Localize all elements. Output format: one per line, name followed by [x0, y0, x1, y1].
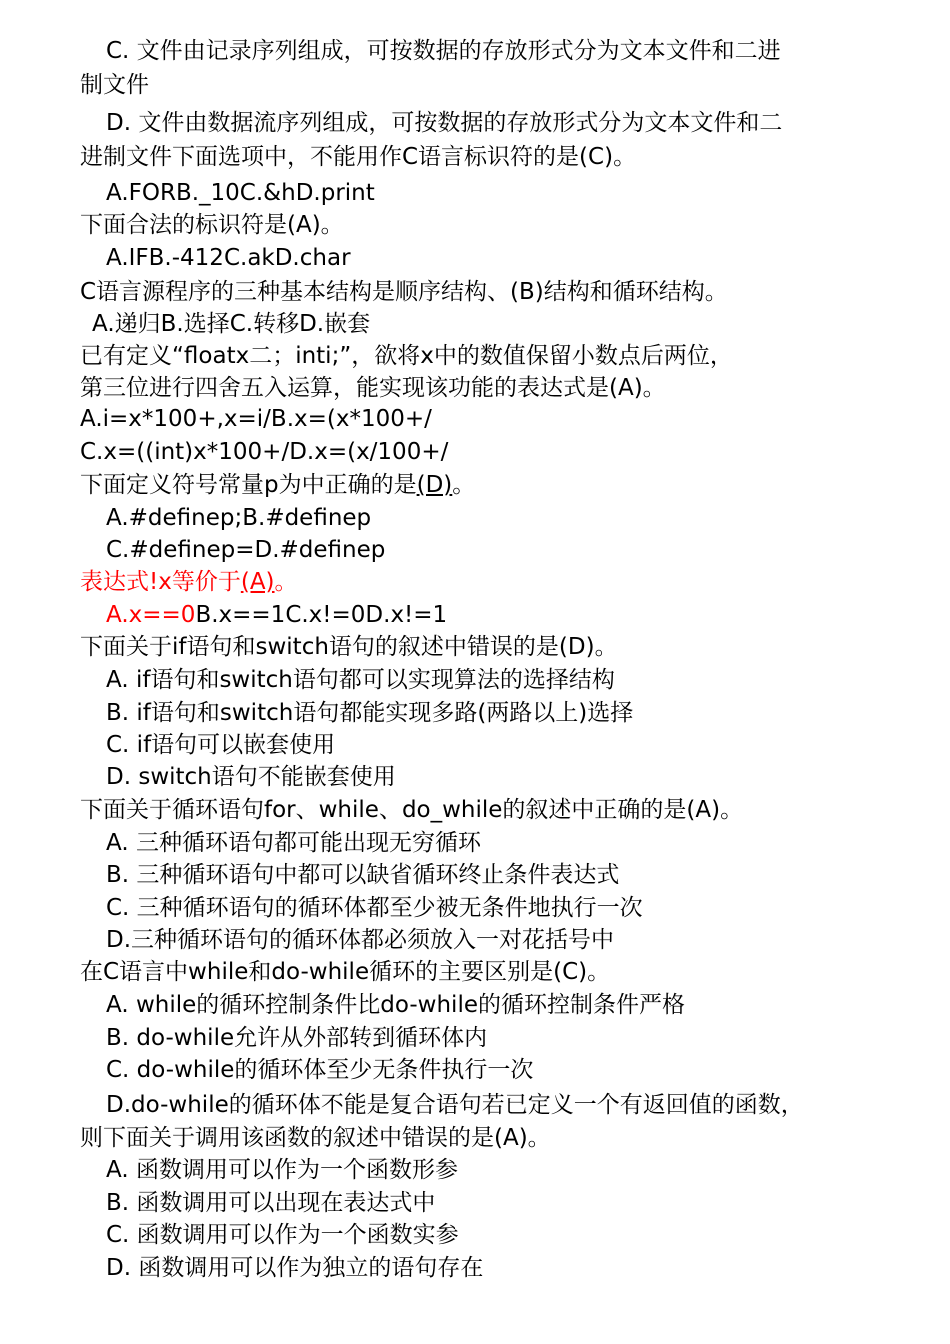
line-question [80, 470, 475, 500]
line-question: 已有定义“floatx二；inti;”，欲将x中的数值保留小数点后两位， [80, 343, 733, 369]
line-question: C语言源程序的三种基本结构是顺序结构、(B)结构和循环结构。 [80, 279, 728, 305]
question-text: 下面定义符号常量p为中正确的是 [80, 472, 417, 498]
line-question: 下面关于if语句和switch语句的叙述中错误的是(D)。 [80, 634, 618, 660]
line-options: C.x=((int)x*100+/D.x=(x/100+/ [80, 439, 449, 465]
other-options: B.x==1C.x!=0D.x!=1 [195, 602, 448, 628]
line-question: 下面合法的标识符是(A)。 [80, 212, 344, 238]
line-question: 进制文件下面选项中，不能用作C语言标识符的是(C)。 [80, 144, 637, 170]
line-option-b: B. do-while允许从外部转到循环体内 [106, 1025, 488, 1051]
answer-underlined: (A) [240, 569, 275, 595]
line-option-d: D. 函数调用可以作为独立的语句存在 [106, 1255, 484, 1281]
line-option-a: A. 函数调用可以作为一个函数形参 [106, 1157, 458, 1183]
answer-underlined: (D) [416, 472, 453, 498]
line-option-d: D.do-while的循环体不能是复合语句若已定义一个有返回值的函数， [106, 1092, 804, 1118]
line-option-d: D. switch语句不能嵌套使用 [106, 764, 396, 790]
line-question: 在C语言中while和do-while循环的主要区别是(C)。 [80, 959, 611, 985]
question-text: 表达式!x等价于 [80, 569, 241, 595]
question-end: 。 [452, 472, 476, 498]
line-option-a: A. 三种循环语句都可能出现无穷循环 [106, 830, 481, 856]
line-option-a: A. while的循环控制条件比do-while的循环控制条件严格 [106, 992, 685, 1018]
line-option-c: C. do-while的循环体至少无条件执行一次 [106, 1057, 534, 1083]
line-option-c: C. 文件由记录序列组成，可按数据的存放形式分为文本文件和二进 [106, 38, 781, 64]
line-option-c: C. 函数调用可以作为一个函数实参 [106, 1222, 459, 1248]
line-option-a: A. if语句和switch语句都可以实现算法的选择结构 [106, 667, 615, 693]
line-question-highlighted [80, 567, 298, 597]
line-option-c-cont: 制文件 [80, 72, 149, 98]
correct-option: A.x==0 [106, 602, 196, 628]
line-options: A.IFB.-412C.akD.char [106, 245, 351, 271]
line-options: A.#definep;B.#definep [106, 505, 372, 531]
line-option-b: B. 三种循环语句中都可以缺省循环终止条件表达式 [106, 862, 620, 888]
line-option-b: B. if语句和switch语句都能实现多路(两路以上)选择 [106, 700, 634, 726]
line-question: 下面关于循环语句for、while、do_while的叙述中正确的是(A)。 [80, 797, 744, 823]
line-options: A.i=x*100+,x=i/B.x=(x*100+/ [80, 406, 432, 432]
line-options: C.#definep=D.#definep [106, 537, 386, 563]
line-option-b: B. 函数调用可以出现在表达式中 [106, 1190, 436, 1216]
line-question-cont: 则下面关于调用该函数的叙述中错误的是(A)。 [80, 1125, 551, 1151]
line-option-c: C. if语句可以嵌套使用 [106, 732, 336, 758]
line-options [106, 600, 447, 630]
line-option-c: C. 三种循环语句的循环体都至少被无条件地执行一次 [106, 895, 643, 921]
line-option-d: D.三种循环语句的循环体都必须放入一对花括号中 [106, 927, 615, 953]
line-option-d: D. 文件由数据流序列组成，可按数据的存放形式分为文本文件和二 [106, 110, 783, 136]
question-end: 。 [274, 569, 298, 595]
line-options: A.递归B.选择C.转移D.嵌套 [92, 311, 371, 337]
line-question-cont: 第三位进行四舍五入运算，能实现该功能的表达式是(A)。 [80, 375, 666, 401]
line-options: A.FORB._10C.&hD.print [106, 180, 375, 206]
